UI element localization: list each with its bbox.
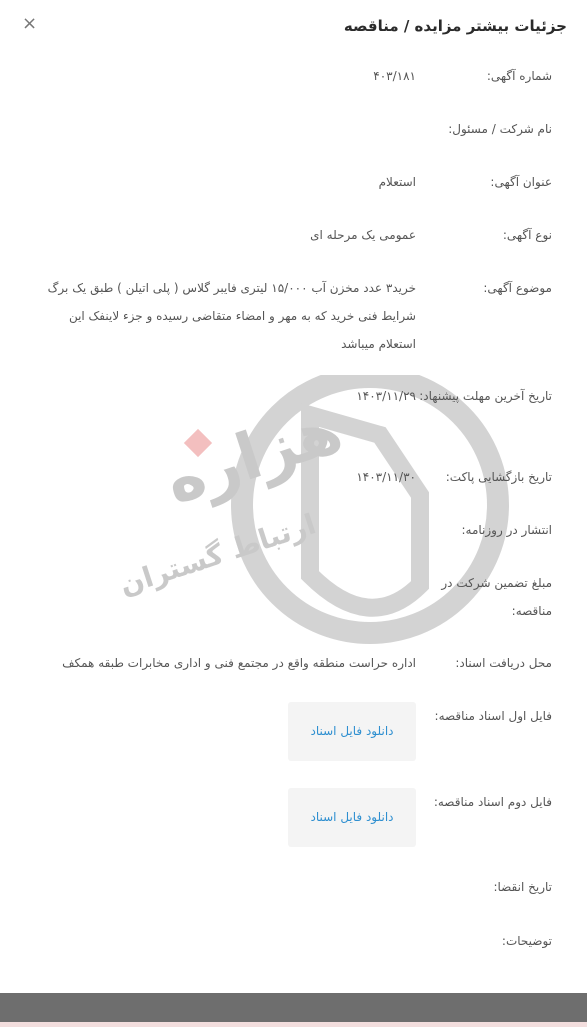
page-bottom-strip <box>0 1022 587 1027</box>
deadline-label: تاریخ آخرین مهلت پیشنهاد: <box>419 389 552 403</box>
deadline-value: ۱۴۰۳/۱۱/۲۹ <box>356 389 416 403</box>
file2-label: فایل دوم اسناد مناقصه: <box>433 795 552 809</box>
subject-label: موضوع آگهی: <box>483 281 552 295</box>
expiry-label: تاریخ انقضا: <box>493 880 552 894</box>
newspaper-value <box>0 516 416 569</box>
watermark-text-main: هزاره <box>156 392 352 520</box>
file1-label: فایل اول اسناد مناقصه: <box>434 709 552 723</box>
row-ad-title <box>0 168 587 221</box>
notes-value <box>0 927 416 980</box>
modal-title: جزئیات بیشتر مزایده / مناقصه <box>343 17 567 35</box>
newspaper-label: انتشار در روزنامه: <box>461 523 552 537</box>
row-guarantee <box>0 569 587 649</box>
details-list <box>0 62 587 980</box>
company-label: نام شرکت / مسئول: <box>448 122 552 136</box>
row-notes <box>0 927 587 980</box>
row-ad-type <box>0 221 587 274</box>
row-expiry <box>0 873 587 927</box>
ad-title-value: استعلام <box>378 175 416 189</box>
row-file1 <box>0 702 587 788</box>
file2-value <box>0 788 416 873</box>
row-newspaper <box>0 516 587 569</box>
row-deadline <box>0 382 587 463</box>
expiry-value <box>0 873 416 927</box>
doc-location-value: اداره حراست منطقه واقع در مجتمع فنی و اداری مخابرات طبقه همکف <box>62 656 416 670</box>
company-value <box>0 115 416 168</box>
ad-type-value: عمومی یک مرحله ای <box>310 228 416 242</box>
row-doc-location <box>0 649 587 702</box>
file1-value <box>0 702 416 788</box>
download-file2-button[interactable]: دانلود فایل اسناد <box>288 788 416 847</box>
ad-title-label: عنوان آگهی: <box>490 175 552 189</box>
subject-value: خرید۳ عدد مخزن آب ۱۵/۰۰۰ لیتری فایبر گلاس ( پلی اتیلن ) طبق یک برگ شرایط فنی خرید که به مهر و امضاء متقاضی رسیده و جزء لاینفک این استعلام میباشد <box>47 281 416 351</box>
row-opening <box>0 463 587 516</box>
row-ad-number <box>0 62 587 115</box>
row-subject <box>0 274 587 382</box>
close-icon[interactable]: × <box>22 13 38 34</box>
download-file1-button[interactable]: دانلود فایل اسناد <box>288 702 416 761</box>
doc-location-label: محل دریافت اسناد: <box>455 656 552 670</box>
ad-number-label: شماره آگهی: <box>486 69 552 83</box>
notes-label: توضیحات: <box>501 934 552 948</box>
ad-number-value: ۴۰۳/۱۸۱ <box>373 69 416 83</box>
opening-label: تاریخ بازگشایی پاکت: <box>445 470 552 484</box>
row-company <box>0 115 587 168</box>
ad-type-label: نوع آگهی: <box>502 228 552 242</box>
guarantee-label: مبلغ تضمین شرکت در مناقصه: <box>441 576 552 618</box>
opening-value: ۱۴۰۳/۱۱/۳۰ <box>356 470 416 484</box>
guarantee-value <box>0 569 416 649</box>
row-file2 <box>0 788 587 873</box>
modal-header <box>0 0 587 58</box>
watermark-text-sub: ارتباط گستران <box>115 507 320 602</box>
